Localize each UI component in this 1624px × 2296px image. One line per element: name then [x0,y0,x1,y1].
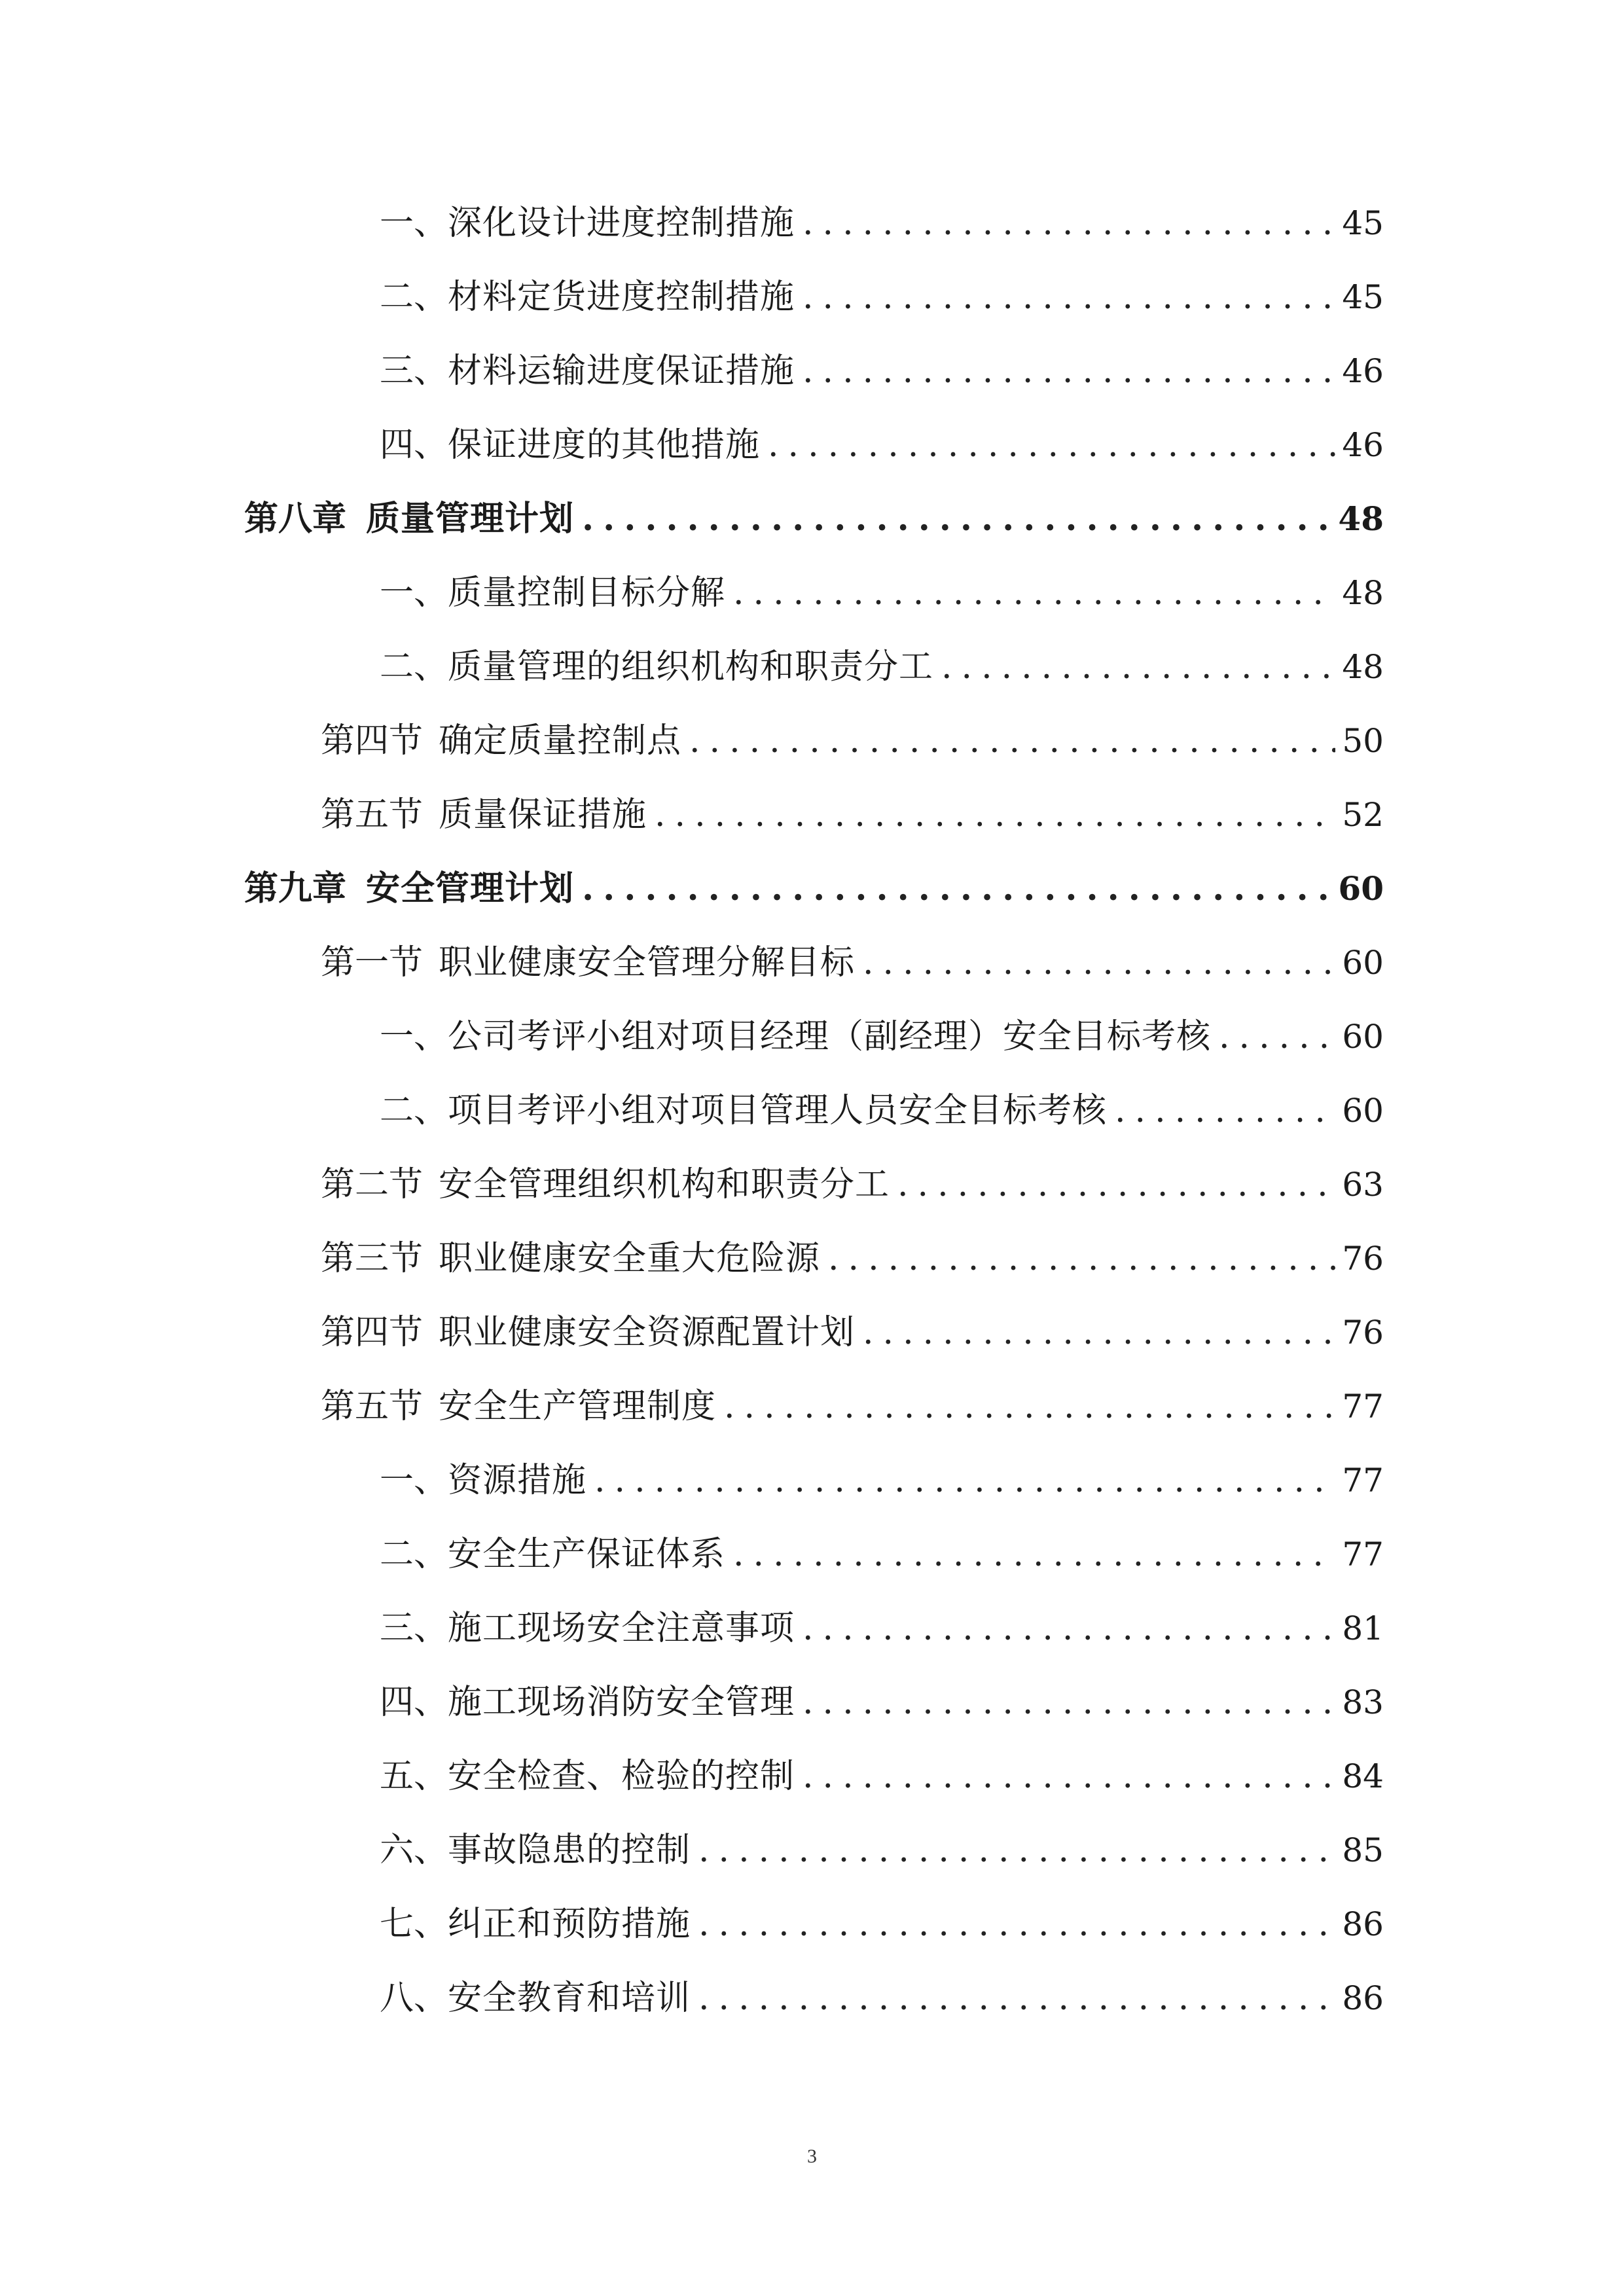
toc-chapter-number: 第九章 [244,869,347,908]
toc-entry-number: 一、 [380,1461,448,1500]
toc-section-title: 安全管理组织机构和职责分工 [439,1165,890,1204]
toc-entry[interactable] [380,194,1384,253]
toc-entry-page: 86 [1342,1979,1384,2017]
toc-entry-title: 公司考评小组对项目经理（副经理）安全目标考核 [448,1017,1212,1056]
toc-section-entry[interactable] [321,711,1384,770]
toc-leader-dots [698,1821,1335,1880]
toc-leader-dots [803,1673,1335,1732]
toc-section-number: 第三节 [321,1239,424,1278]
toc-leader-dots [803,194,1335,253]
toc-entry-title: 施工现场安全注意事项 [448,1609,795,1648]
toc-section-title: 职业健康安全资源配置计划 [439,1313,856,1352]
toc-entry-page: 81 [1342,1609,1384,1647]
toc-leader-dots [594,1451,1335,1510]
toc-entry[interactable] [380,268,1384,327]
toc-section-number: 第五节 [321,795,424,834]
toc-entry-number: 一、 [380,1017,448,1056]
toc-entry[interactable] [380,637,1384,696]
toc-leader-dots [897,1155,1335,1214]
toc-leader-dots [803,342,1335,401]
toc-chapter-number: 第八章 [244,499,347,539]
toc-entry-title: 安全教育和培训 [448,1979,691,2018]
toc-entry-title: 深化设计进度控制措施 [448,204,795,243]
toc-entry-title: 安全生产保证体系 [448,1535,726,1574]
toc-entry-page: 48 [1338,499,1384,538]
toc-entry-number: 四、 [380,1683,448,1722]
toc-entry-number: 三、 [380,1609,448,1648]
toc-entry-number: 七、 [380,1905,448,1944]
toc-entry-title: 材料运输进度保证措施 [448,351,795,391]
toc-entry-page: 45 [1342,278,1384,316]
toc-section-title: 确定质量控制点 [439,721,682,761]
toc-entry-page: 86 [1342,1905,1384,1943]
toc-leader-dots [698,1969,1335,2028]
toc-leader-dots [863,933,1335,992]
toc-entry-page: 77 [1342,1388,1384,1426]
toc-entry-title: 资源措施 [448,1461,587,1500]
toc-entry-title: 纠正和预防措施 [448,1905,691,1944]
toc-entry-page: 50 [1342,722,1384,760]
toc-entry-number: 一、 [380,573,448,613]
toc-entry-number: 二、 [380,647,448,687]
toc-entry-number: 二、 [380,1091,448,1130]
toc-entry[interactable] [380,1895,1384,1954]
toc-entry[interactable] [380,1673,1384,1732]
toc-section-title: 职业健康安全重大危险源 [439,1239,821,1278]
toc-entry-page: 48 [1342,574,1384,612]
toc-leader-dots [655,785,1335,844]
toc-leader-dots [768,416,1335,475]
toc-entry-page: 48 [1342,648,1384,686]
toc-entry-page: 46 [1342,426,1384,464]
toc-chapter-entry[interactable] [244,859,1384,918]
toc-chapter-title: 安全管理计划 [366,869,575,908]
toc-section-entry[interactable] [321,1377,1384,1436]
toc-entry-page: 76 [1342,1314,1384,1352]
toc-entry-page: 76 [1342,1240,1384,1278]
toc-section-number: 第一节 [321,943,424,982]
toc-leader-dots [1219,1007,1335,1066]
toc-entry-number: 一、 [380,204,448,243]
toc-entry-number: 二、 [380,1535,448,1574]
toc-entry[interactable] [380,1821,1384,1880]
toc-entry-page: 84 [1342,1757,1384,1795]
toc-entry-page: 60 [1342,1092,1384,1130]
toc-section-number: 第四节 [321,1313,424,1352]
toc-entry[interactable] [380,564,1384,622]
toc-entry[interactable] [380,1969,1384,2028]
toc-section-title: 质量保证措施 [439,795,647,834]
toc-entry-number: 二、 [380,278,448,317]
toc-section-entry[interactable] [321,1303,1384,1362]
toc-section-number: 第四节 [321,721,424,761]
toc-entry-title: 质量管理的组织机构和职责分工 [448,647,934,687]
toc-entry-page: 45 [1342,204,1384,242]
toc-entry-title: 安全检查、检验的控制 [448,1757,795,1796]
toc-leader-dots [803,1747,1335,1806]
toc-leader-dots [941,637,1335,696]
toc-entry-page: 46 [1342,352,1384,390]
toc-entry[interactable] [380,1451,1384,1510]
toc-entry[interactable] [380,1081,1384,1140]
toc-section-entry[interactable] [321,1229,1384,1288]
toc-entry-page: 60 [1338,869,1384,908]
toc-leader-dots [724,1377,1335,1436]
toc-section-title: 安全生产管理制度 [439,1387,717,1426]
toc-entry[interactable] [380,416,1384,475]
toc-entry[interactable] [380,1599,1384,1658]
toc-leader-dots [582,490,1331,548]
toc-leader-dots [689,711,1335,770]
toc-entry-title: 保证进度的其他措施 [448,425,761,465]
toc-leader-dots [698,1895,1335,1954]
toc-section-number: 第五节 [321,1387,424,1426]
toc-leader-dots [803,268,1335,327]
toc-entry-page: 60 [1342,944,1384,982]
toc-section-entry[interactable] [321,1155,1384,1214]
toc-section-number: 第二节 [321,1165,424,1204]
toc-entry-number: 五、 [380,1757,448,1796]
toc-entry-number: 三、 [380,351,448,391]
toc-entry-page: 60 [1342,1018,1384,1056]
toc-section-entry[interactable] [321,785,1384,844]
toc-chapter-entry[interactable] [244,490,1384,548]
toc-leader-dots [733,564,1335,622]
toc-entry[interactable] [380,1747,1384,1806]
toc-entry-page: 52 [1342,796,1384,834]
toc-chapter-title: 质量管理计划 [366,499,575,539]
toc-entry[interactable] [380,1525,1384,1584]
toc-section-title: 职业健康安全管理分解目标 [439,943,856,982]
toc-entry-number: 八、 [380,1979,448,2018]
toc-leader-dots [803,1599,1335,1658]
toc-entry[interactable] [380,342,1384,401]
toc-entry-title: 质量控制目标分解 [448,573,726,613]
toc-entry-page: 83 [1342,1683,1384,1721]
toc-entry-page: 63 [1342,1166,1384,1204]
toc-entry-page: 77 [1342,1535,1384,1573]
toc-leader-dots [828,1229,1335,1288]
toc-entry-number: 六、 [380,1831,448,1870]
toc-section-entry[interactable] [321,933,1384,992]
toc-entry-page: 85 [1342,1831,1384,1869]
toc-entry-title: 施工现场消防安全管理 [448,1683,795,1722]
toc-entry-title: 事故隐患的控制 [448,1831,691,1870]
toc-entry[interactable] [380,1007,1384,1066]
page-number: 3 [807,2145,817,2167]
toc-entry-number: 四、 [380,425,448,465]
toc-entry-title: 材料定货进度控制措施 [448,278,795,317]
toc-leader-dots [1115,1081,1335,1140]
toc-entry-title: 项目考评小组对项目管理人员安全目标考核 [448,1091,1108,1130]
toc-leader-dots [582,859,1331,918]
toc-leader-dots [863,1303,1335,1362]
toc-leader-dots [733,1525,1335,1584]
toc-entry-page: 77 [1342,1462,1384,1499]
